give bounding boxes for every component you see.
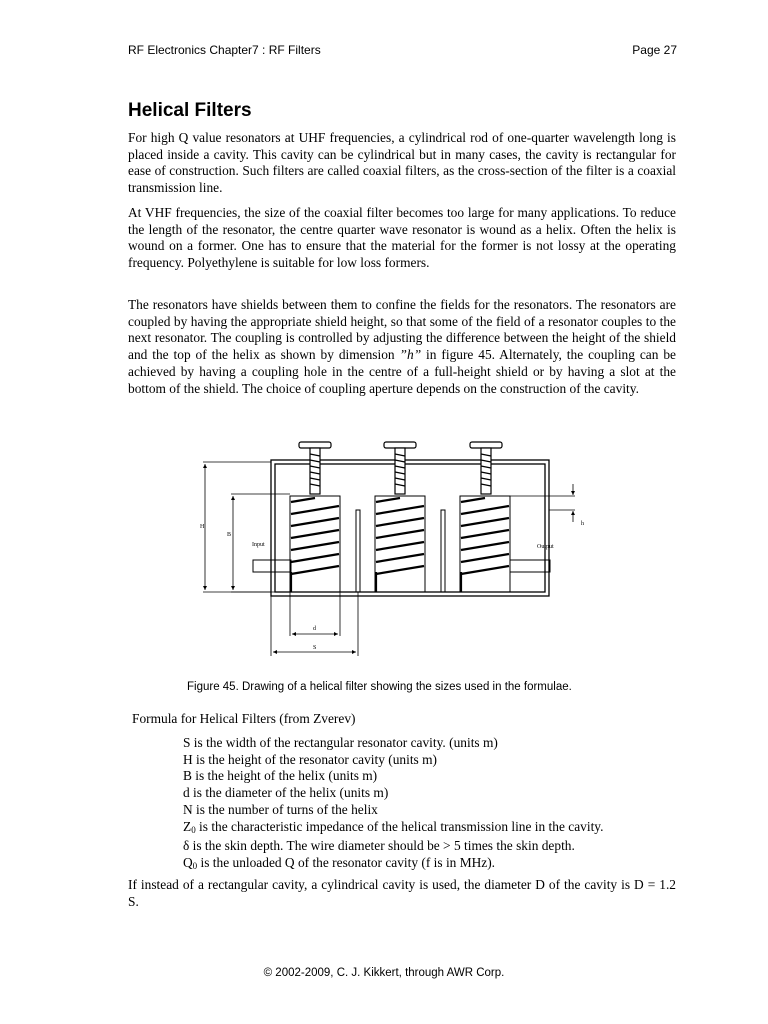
helix-resonator <box>290 496 340 592</box>
definition-N: N is the number of turns of the helix <box>183 801 378 817</box>
variable-definitions <box>183 735 603 875</box>
subscript: 0 <box>191 824 196 835</box>
paragraph-coaxial-filters: For high Q value resonators at UHF frequencies, a cylindrical rod of one-quarter wavelength long is placed inside a cavity. This cavity can be cylindrical but in many cases, the cavity is rectangular for ease of construction. Such filters are called coaxial filters, as the cross-section of the filter is a coaxial transmission line. <box>128 130 676 196</box>
label-input: Input <box>252 542 265 548</box>
input-connector <box>253 560 291 572</box>
label-d: d <box>313 626 316 632</box>
formula-heading: Formula for Helical Filters (from Zverev) <box>132 711 356 726</box>
definition-text: is the unloaded Q of the resonator cavity (f is in MHz). <box>197 854 496 870</box>
paragraph-vhf-helix: At VHF frequencies, the size of the coaxial filter becomes too large for many applications. To reduce the length of the resonator, the centre quarter wave resonator is wound as a helix. Often the helix is wound on a former. One has to ensure that the material for the former is not lossy at the operating frequency. Polyethylene is suitable for low loss formers. <box>128 205 676 271</box>
label-S: S <box>313 645 317 651</box>
label-output: Output <box>537 544 554 550</box>
paragraph-text: The resonators have shields between them to confine the fields for the resonators. The resonators are coupled by having the appropriate shield height, so that some of the field of a resonator couples to the next resonator. The coupling is controlled by adjusting the difference between the height of the shield and the top of the helix as shown by dimension <box>128 297 676 363</box>
subscript: 0 <box>192 860 198 871</box>
definition-d: d is the diameter of the helix (units m) <box>183 785 389 801</box>
paragraph-cylindrical-cavity: If instead of a rectangular cavity, a cylindrical cavity is used, the diameter D of the cavity is D = 1.2 S. <box>128 877 676 909</box>
definition-Z0 <box>183 819 603 839</box>
figure-caption: Figure 45. Drawing of a helical filter showing the sizes used in the formulae. <box>187 681 572 693</box>
tuning-screw <box>299 442 331 494</box>
page-number: Page 27 <box>632 43 677 57</box>
copyright-footer: © 2002-2009, C. J. Kikkert, through AWR Corp. <box>263 967 505 979</box>
definition-S: S is the width of the rectangular resonator cavity. (units m) <box>183 735 498 750</box>
definition-delta: δ is the skin depth. The wire diameter should be > 5 times the skin depth. <box>183 838 575 854</box>
tuning-screw <box>384 442 416 494</box>
paragraph-shields-coupling <box>128 297 676 397</box>
helical-filter-diagram <box>195 438 595 660</box>
label-h: h <box>581 521 584 527</box>
definition-H: H is the height of the resonator cavity (units m) <box>183 751 437 767</box>
label-H: H <box>200 524 205 530</box>
definition-B: B is the height of the helix (units m) <box>183 768 378 784</box>
paragraph-text: in figure 45. Alternately, the coupling can be achieved by having a coupling hole in the centre of a full-height shield or by having a slot at the bottom of the shield. The choice of coupling aperture depends on the construction of the cavity. <box>128 347 676 396</box>
symbol: Q <box>183 854 193 870</box>
helix-resonator <box>375 496 425 592</box>
symbol: Z <box>183 818 192 834</box>
section-title: Helical Filters <box>128 100 252 121</box>
definition-text: is the characteristic impedance of the helical transmission line in the cavity. <box>195 818 604 834</box>
helix-resonator <box>460 496 510 592</box>
running-header-title: RF Electronics Chapter7 : RF Filters <box>128 43 321 57</box>
dimension-h-text: ”h” <box>399 347 422 363</box>
output-connector <box>510 560 550 572</box>
definition-Q0 <box>183 855 603 875</box>
label-B: B <box>227 532 232 538</box>
tuning-screw <box>470 442 502 494</box>
